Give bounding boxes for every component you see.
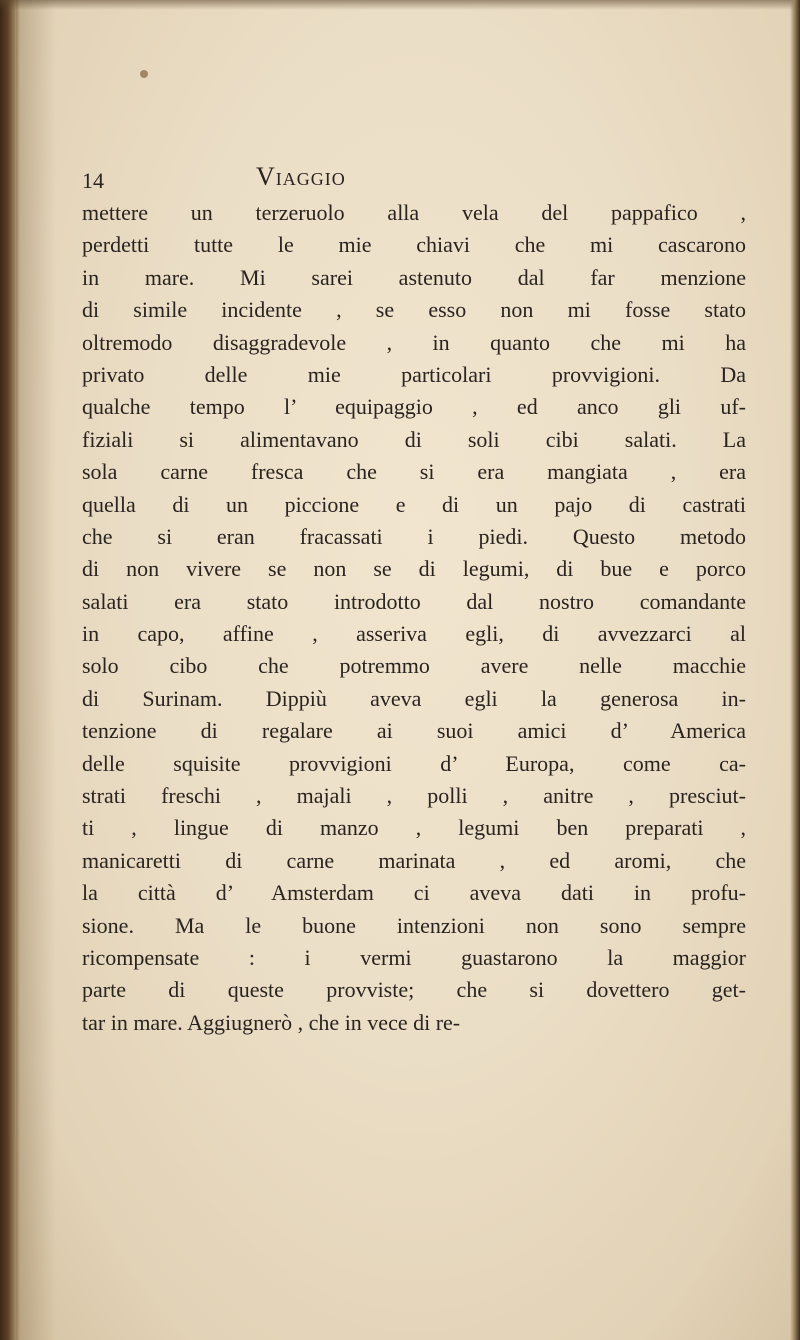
text-line: delle squisite provvigioni d’ Europa, come ca- (82, 750, 746, 776)
text-line: strati freschi , majali , polli , anitre , presciut- (82, 783, 746, 809)
text-line: ricompensate : i vermi guastarono la maggior (82, 944, 746, 970)
page-right-edge (790, 0, 800, 1340)
text-line: solo cibo che potremmo avere nelle macchie (82, 653, 746, 679)
text-line: sione. Ma le buone intenzioni non sono sempre (82, 912, 746, 938)
text-line: in mare. Mi sarei astenuto dal far menzione (82, 264, 746, 290)
text-line: la città d’ Amsterdam ci aveva dati in profu- (82, 880, 746, 906)
text-line: sola carne fresca che si era mangiata , era (82, 459, 746, 485)
text-line: perdetti tutte le mie chiavi che mi cascarono (82, 232, 746, 258)
running-head: Viaggio (256, 162, 346, 191)
text-line: qualche tempo l’ equipaggio , ed anco gli uf- (82, 394, 746, 420)
page-number: 14 (82, 168, 104, 193)
text-line: mettere un terzeruolo alla vela del pappafico , (82, 200, 746, 225)
text-line: di simile incidente , se esso non mi fosse stato (82, 297, 746, 323)
text-line: tar in mare. Aggiugnerò , che in vece di re- (82, 1009, 461, 1035)
text-line: tenzione di regalare ai suoi amici d’ America (82, 718, 746, 744)
text-line: di non vivere se non se di legumi, di bue e porco (82, 556, 746, 582)
text-line: che si eran fracassati i piedi. Questo metodo (82, 523, 746, 549)
text-line: oltremodo disaggradevole , in quanto che mi ha (82, 329, 746, 355)
ink-spot (140, 70, 148, 78)
page-top-edge (0, 0, 800, 10)
text-line: quella di un piccione e di un pajo di castrati (82, 491, 746, 517)
page-header (82, 160, 742, 200)
text-line: privato delle mie particolari provvigioni. Da (82, 361, 746, 387)
text-line: fiziali si alimentavano di soli cibi salati. La (82, 426, 746, 452)
text-line: manicaretti di carne marinata , ed aromi, che (82, 847, 746, 873)
text-line: di Surinam. Dippiù aveva egli la generosa in- (82, 685, 746, 711)
text-line: salati era stato introdotto dal nostro comandante (82, 588, 746, 614)
text-line: in capo, affine , asseriva egli, di avvezzarci al (82, 621, 746, 647)
text-line: ti , lingue di manzo , legumi ben preparati , (82, 815, 746, 841)
body-text (82, 197, 746, 1039)
text-line: parte di queste provviste; che si dovettero get- (82, 977, 746, 1003)
gutter-shadow (16, 0, 56, 1340)
